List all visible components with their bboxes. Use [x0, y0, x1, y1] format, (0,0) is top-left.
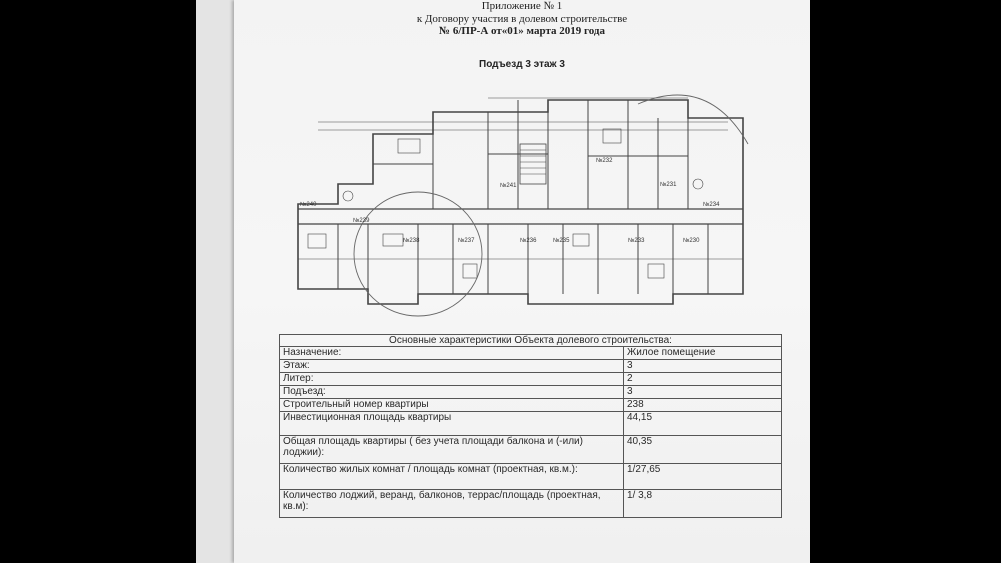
row-label: Этаж:: [280, 360, 624, 373]
apt-label: №230: [683, 238, 700, 244]
row-value: 1/ 3,8: [624, 490, 782, 518]
plan-subtitle: Подъезд 3 этаж 3: [479, 59, 565, 70]
row-value: 2: [624, 373, 782, 386]
document-page: [234, 0, 810, 563]
apt-label: №237: [458, 238, 475, 244]
apt-label: №240: [300, 202, 317, 208]
table-caption: Основные характеристики Объекта долевого строительства:: [280, 335, 782, 347]
apt-label: №239: [353, 218, 370, 224]
contract-number: № 6/ПР-А от«01» марта 2019 года: [439, 25, 605, 37]
row-label: Количество жилых комнат / площадь комнат (проектная, кв.м.):: [280, 464, 624, 490]
apt-label: №232: [596, 158, 613, 164]
contract-reference: к Договору участия в долевом строительстве: [416, 13, 628, 25]
row-value: 238: [624, 399, 782, 412]
characteristics-table: [279, 334, 782, 518]
row-label: Назначение:: [280, 347, 624, 360]
row-value: 3: [624, 386, 782, 399]
apt-label: №233: [628, 238, 645, 244]
row-value: 44,15: [624, 412, 782, 436]
apt-label: №234: [703, 202, 720, 208]
apt-label: №238: [403, 238, 420, 244]
row-label: Общая площадь квартиры ( без учета площади балкона и (-или) лоджии):: [280, 436, 624, 464]
row-value: 1/27,65: [624, 464, 782, 490]
apt-label: №235: [553, 238, 570, 244]
apt-label: №241: [500, 183, 517, 189]
row-label: Количество лоджий, веранд, балконов, террас/площадь (проектная, кв.м):: [280, 490, 624, 518]
row-value: 40,35: [624, 436, 782, 464]
row-value: 3: [624, 360, 782, 373]
apt-label: №236: [520, 238, 537, 244]
appendix-title: Приложение № 1: [481, 0, 563, 12]
row-label: Строительный номер квартиры: [280, 399, 624, 412]
apt-label: №231: [660, 182, 677, 188]
row-label: Инвестиционная площадь квартиры: [280, 412, 624, 436]
row-label: Литер:: [280, 373, 624, 386]
floor-plan: [288, 84, 754, 324]
row-value: Жилое помещение: [624, 347, 782, 360]
row-label: Подъезд:: [280, 386, 624, 399]
